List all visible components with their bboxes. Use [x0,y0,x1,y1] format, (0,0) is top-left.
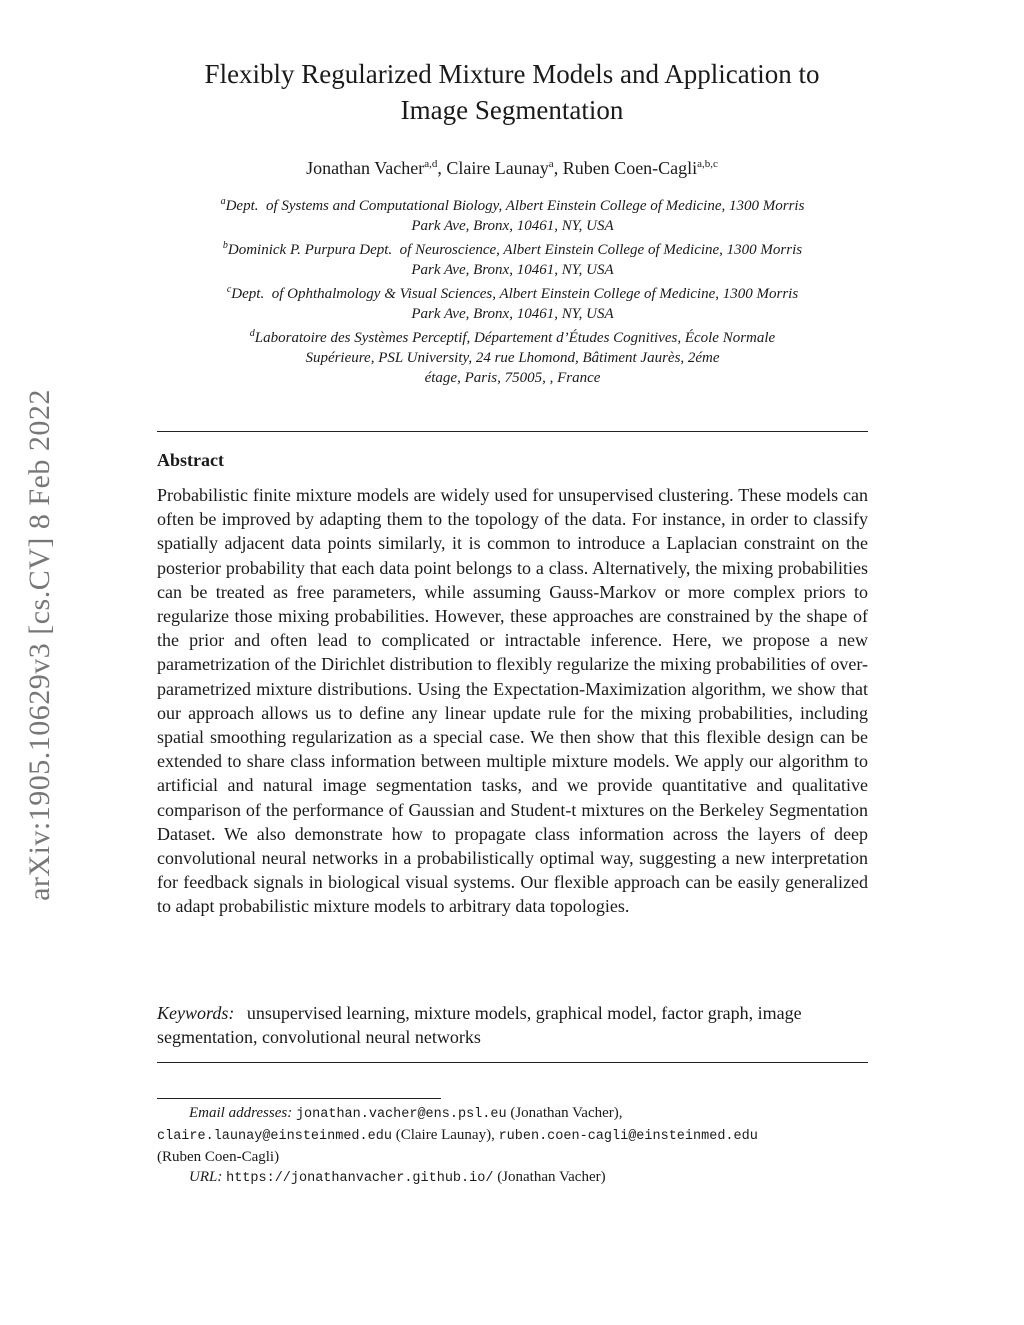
paper-title-line-2: Image Segmentation [400,95,624,125]
email-label: Email addresses: [189,1105,293,1121]
author-name: Claire Launay [446,158,549,178]
footnote-email-line-2 [157,1125,868,1147]
homepage-url-link[interactable]: https://jonathanvacher.github.io/ [226,1171,494,1186]
abstract-bottom-rule [157,1062,868,1063]
keywords-text: unsupervised learning, mixture models, graphical model, factor graph, image segmentation, convolutional neural networks [157,1003,802,1047]
keywords-label: Keywords: [157,1003,235,1023]
affiliation-text: Park Ave, Bronx, 10461, NY, USA [411,262,614,278]
paper-title-line-1: Flexibly Regularized Mixture Models and Application to [204,59,820,89]
author-affiliation-marker: a,d [424,158,438,170]
paper-title [172,56,852,128]
affiliation-text: Dominick P. Purpura Dept. of Neuroscience, Albert Einstein College of Medicine, 1300 Morris [227,242,803,258]
email-launay-name: (Claire Launay), [391,1127,499,1143]
abstract-heading: Abstract [157,450,224,470]
footnote-rule [157,1098,441,1099]
affiliation-text: Dept. of Ophthalmology & Visual Sciences, Albert Einstein College of Medicine, 1300 Morris [231,286,799,302]
affiliation-line [157,324,868,348]
affiliation-line [157,348,868,368]
affiliation-line [157,192,868,216]
author-separator: , [553,158,563,178]
url-label: URL: [189,1169,223,1185]
abstract-top-rule [157,431,868,432]
footnotes [157,1103,868,1189]
affiliation-text: Supérieure, PSL University, 24 rue Lhomond, Bâtiment Jaurès, 2éme [305,350,720,366]
author-separator: , [437,158,447,178]
affiliation-text: étage, Paris, 75005, , France [424,370,601,386]
affiliation-line [157,236,868,260]
affiliation-line [157,304,868,324]
author-affiliation-marker: a,b,c [697,158,718,170]
affiliation-marker: c [226,284,232,295]
affiliation-marker: a [220,196,226,207]
author-name: Jonathan Vacher [306,158,425,178]
affiliation-text: Park Ave, Bronx, 10461, NY, USA [411,306,614,322]
affiliation-marker: d [249,328,255,339]
keywords [157,1001,868,1049]
affiliation-line [157,280,868,304]
affiliation-text: Laboratoire des Systèmes Perceptif, Département d’Études Cognitives, École Normale [254,330,776,346]
affiliation [157,324,868,388]
email-coen-cagli-name: (Ruben Coen-Cagli) [157,1149,280,1165]
abstract-body: Probabilistic finite mixture models are widely used for unsupervised clustering. These models can often be improved by adapting them to the topology of the data. For instance, in order to classify spatially adjacent data points similarly, it is common to introduce a Laplacian constraint on the posterior probability that each data point belongs to a class. Alternatively, the mixing probabilities can be treated as free parameters, while assuming Gauss-Markov or more complex priors to regularize those mixing probabilities. However, these approaches are constrained by the shape of the prior and often lead to complicated or intractable inference. Here, we propose a new parametrization of the Dirichlet distribution to flexibly regularize the mixing probabilities of over-parametrized mixture distributions. Using the Expectation-Maximization algorithm, we show that our approach allows us to define any linear update rule for the mixing probabilities, including spatial smoothing regularization as a special case. We then show that this flexible design can be extended to share class information between multiple mixture models. We apply our algorithm to artificial and natural image segmentation tasks, and we provide quantitative and qualitative comparison of the performance of Gaussian and Student-t mixtures on the Berkeley Segmentation Dataset. We also demonstrate how to propagate class information across the layers of deep convolutional neural networks in a probabilistically optimal way, suggesting a new interpretation for feedback signals in biological visual systems. Our flexible approach can be easily generalized to adapt probabilistic mixture models to arbitrary data topologies. [157,485,868,917]
affiliation-line [157,216,868,236]
affiliation [157,192,868,236]
affiliation-line [157,368,868,388]
arxiv-identifier: arXiv:1905.10629v3 [cs.CV] 8 Feb 2022 [23,389,56,901]
affiliation [157,236,868,280]
email-launay[interactable]: claire.launay@einsteinmed.edu [157,1129,392,1144]
affiliation-marker: b [222,240,228,251]
footnote-url-line [157,1167,868,1189]
affiliation-line [157,260,868,280]
email-coen-cagli[interactable]: ruben.coen-cagli@einsteinmed.edu [498,1129,758,1144]
url-owner-name: (Jonathan Vacher) [493,1169,606,1185]
affiliation [157,280,868,324]
author-affiliation-marker: a [548,158,554,170]
affiliation-text: Park Ave, Bronx, 10461, NY, USA [411,218,614,234]
footnote-email-line-3 [157,1147,868,1167]
affiliation-text: Dept. of Systems and Computational Biology, Albert Einstein College of Medicine, 1300 Morris [225,198,805,214]
author-name: Ruben Coen-Cagli [562,158,698,178]
footnote-email-line-1 [157,1103,868,1125]
author-list [172,152,852,180]
affiliation-list [157,192,868,388]
email-vacher-name: (Jonathan Vacher), [506,1105,623,1121]
email-vacher[interactable]: jonathan.vacher@ens.psl.eu [295,1107,507,1122]
